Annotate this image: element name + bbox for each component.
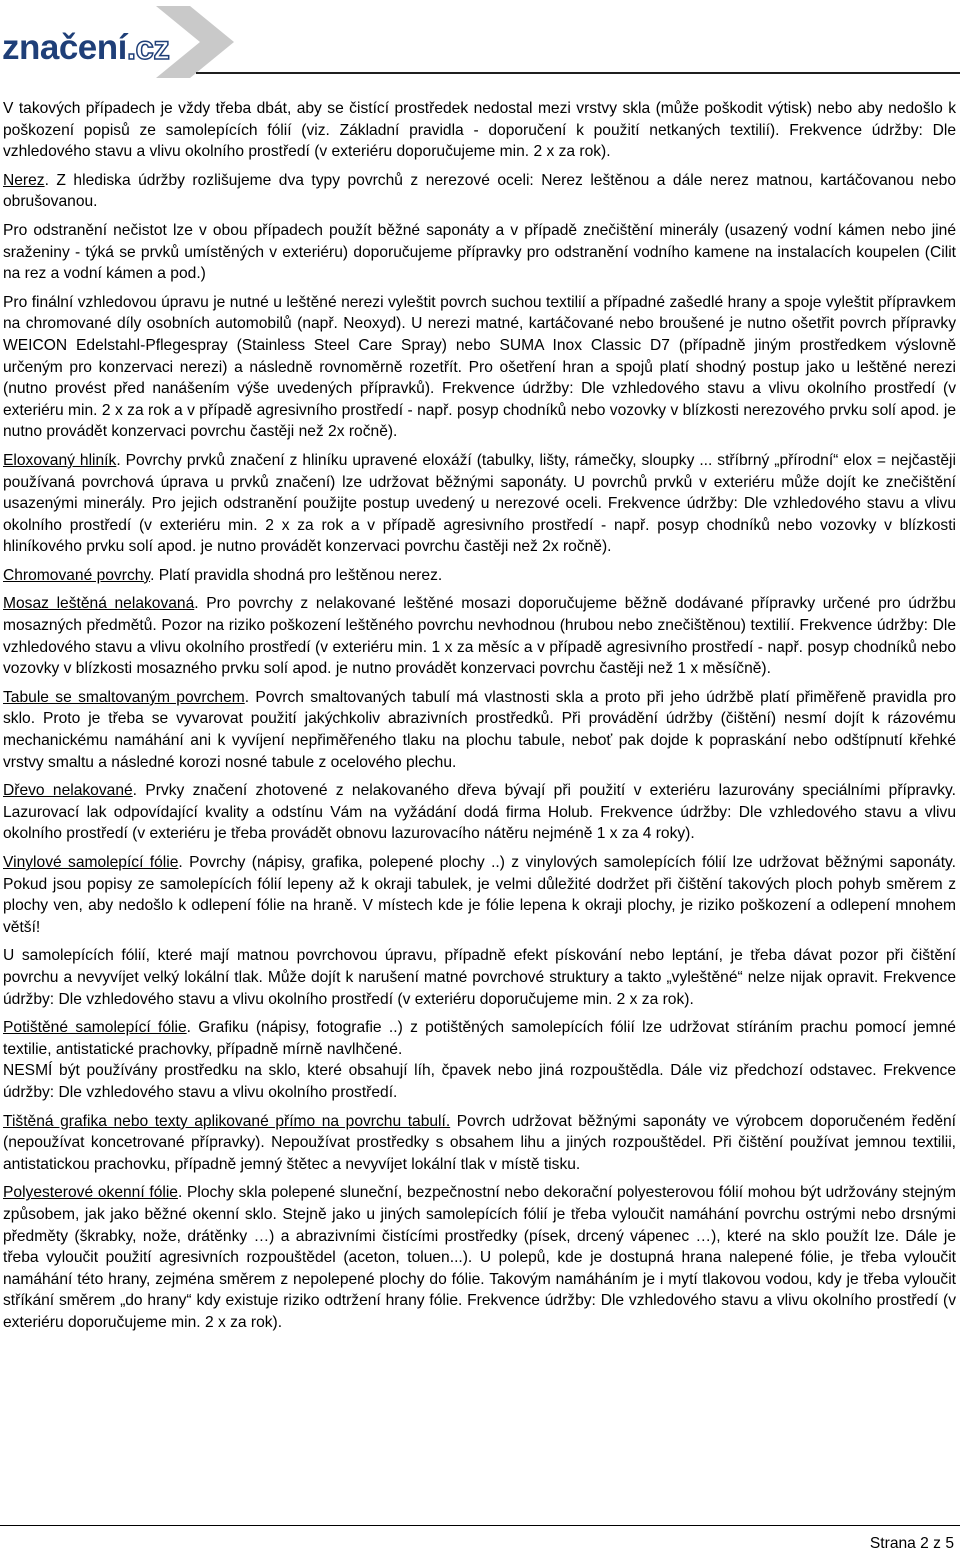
paragraph-text: . Plochy skla polepené sluneční, bezpečnostní nebo dekorační polyesterovou fólií mohou být udržovány stejným způsobem, jak jako běžné okenní sklo. Stejně jako u jiných samolepících fólií je třeba vyloučit namáhání povrchu ostrými nebo drsnými předměty (škrabky, nože, drátěnky …) a abrazivními čistícími prostředky (písek, drcený vápenec …), které na sklo použít lze. Dále je třeba vyloučit použití agresivních rozpouštědel (aceton, toluen...). U polepů, kde je dostupná hrana nalepené fólie, je třeba vyloučit namáhání této hrany, zejména směrem z nepolepené plochy do fólie. Takovým namáháním je i mytí tlakovou vodou, kdy je třeba vyloučit stříkání směrem „do hrany“ kdy existuje riziko odtržení hrany fólie. Frekvence údržby: Dle vzhledového stavu a vlivu okolního prostředí (v exteriéru doporučujeme min. 2 x za rok). bbox=[3, 1184, 957, 1331]
body-paragraph bbox=[3, 687, 956, 773]
document-body bbox=[3, 98, 956, 1340]
footer-rule bbox=[0, 1525, 960, 1526]
paragraph-text: . Prvky značení zhotovené z nelakovaného dřeva bývají při použití v exteriéru lazurovány speciálními přípravky. Lazurovací lak odpovídající kvality a odstínu Vám na vyžádání dodá firma Holub. Frekvence údržby: Dle vzhledového stavu a vlivu okolního prostředí (v exteriéru je třeba provádět obnovu lazurovacího nátěru nejméně 1 x za 4 roky). bbox=[3, 782, 956, 843]
paragraph-text: . Grafiku (nápisy, fotografie ..) z potištěných samolepících fólií lze udržovat stíráním prachu pomocí jemné textilie, antistatické prachovky, případně mírně navlhčené. bbox=[3, 1019, 956, 1058]
body-paragraph bbox=[3, 1017, 956, 1060]
body-paragraph bbox=[3, 98, 956, 163]
paragraph-text: . Povrchy (nápisy, grafika, polepené plochy ..) z vinylových samolepících fólií lze udržovat běžnými saponáty. Pokud jsou popisy ze samolepících fólií lepeny až k okraji tabulek, je velmi důležité dodržet při čištění takových ploch pohyb směrem z plochy ven, aby nedošlo k odlepení fólie na hraně. V místech kde je fólie lepena k okraji plochy, je riziko poškození a odlepení mnohem větší! bbox=[3, 854, 956, 936]
body-paragraph bbox=[3, 852, 956, 938]
section-heading: Tabule se smaltovaným povrchem bbox=[3, 688, 245, 706]
body-paragraph bbox=[3, 1182, 956, 1333]
body-paragraph bbox=[3, 292, 956, 443]
page-header bbox=[0, 0, 960, 80]
header-rule bbox=[196, 72, 960, 74]
body-paragraph bbox=[3, 1060, 956, 1103]
paragraph-text: U samolepících fólií, které mají matnou povrchovou úpravu, případně efekt pískování nebo leptání, je třeba dávat pozor při čištění povrchu a nevyvíjet velký lokální tlak. Může dojít k narušení matné povrchové struktury a takto „vyleštěné“ nelze nijak opravit. Frekvence údržby: Dle vzhledového stavu a vlivu okolního prostředí (v exteriéru doporučujeme min. 2 x za rok). bbox=[3, 947, 956, 1008]
section-heading: Chromované povrchy bbox=[3, 566, 151, 584]
logo-main-text: značení bbox=[2, 28, 127, 67]
paragraph-text: . Povrch smaltovaných tabulí má vlastnosti skla a proto při jeho údržbě platí přiměřeně pravidla pro sklo. Proto je třeba se vyvarovat použití jakýchkoliv abrazivních prostředků. Při provádění údržby (čištění) nesmí dojít k rázovému mechanickému namáhání ani k vyvíjení nepřiměřeného tlaku na plochu tabule, neboť pak dojde k popraskání nebo odštípnutí křehké vrstvy smaltu a následné korozi nosné tabule z ocelového plechu. bbox=[3, 688, 956, 771]
section-heading: Tištěná grafika nebo texty aplikované přímo na povrchu tabulí. bbox=[3, 1112, 451, 1130]
body-paragraph bbox=[3, 450, 956, 558]
paragraph-text: Povrch udržovat běžnými saponáty ve výrobcem doporučeném ředění (nepoužívat koncetrované přípravky). Nepoužívat prostředky s obsahem lihu a jiných rozpouštědel. Při čištění používat jemnou textilii, antistatickou prachovku, případně jemný štětec a nevyvíjet lokální tlak v místě tisku. bbox=[3, 1112, 956, 1173]
section-heading: Nerez bbox=[3, 171, 45, 189]
paragraph-text: . Platí pravidla shodná pro leštěnou nerez. bbox=[150, 566, 443, 584]
body-paragraph bbox=[3, 593, 956, 679]
paragraph-text: Pro odstranění nečistot lze v obou případech použít běžné saponáty a v případě znečištění minerály (usazený vodní kámen nebo jiné sraženiny - týká se prvků umístěných v exteriéru) doporučujeme přípravky pro odstranění vodního kamene na instalacích koupelen (Cilit na rez a vodní kámen a pod.) bbox=[3, 221, 956, 283]
body-paragraph bbox=[3, 780, 956, 845]
body-paragraph bbox=[3, 170, 956, 213]
body-paragraph bbox=[3, 1111, 956, 1176]
body-paragraph bbox=[3, 945, 956, 1010]
page-number: Strana 2 z 5 bbox=[869, 1535, 954, 1552]
section-heading: Mosaz leštěná nelakovaná bbox=[3, 595, 195, 613]
logo-tld-text: .cz bbox=[126, 29, 170, 66]
paragraph-text: . Povrchy prvků značení z hliníku upravené eloxáží (tabulky, lišty, rámečky, sloupky ... stříbrný „přírodní“ elox = nejčastěji používaná povrchová úprava u prvků značení) lze udržovat běžnými saponáty. U povrchů prvků v exteriéru může dojít ke znečištění usazenými minerály. Pro jejich odstranění použijte postup uvedený u nerezové oceli. Frekvence údržby: Dle vzhledového stavu a vlivu okolního prostředí (v exteriéru min. 2 x za rok a v případě agresivního prostředí - např. posyp chodníků nebo vozovky v blízkosti hliníkového prvku solí apod. je nutno provádět konzervaci povrchu častěji než 2x ročně). bbox=[3, 451, 956, 556]
section-heading: Eloxovaný hliník bbox=[3, 451, 117, 469]
body-paragraph bbox=[3, 565, 956, 587]
body-paragraph bbox=[3, 220, 956, 285]
paragraph-text: NESMÍ být používány prostředku na sklo, které obsahují líh, čpavek nebo jiná rozpouštědla. Dále viz předchozí odstavec. Frekvence údržby: Dle vzhledového stavu a vlivu okolního prostředí. bbox=[3, 1062, 956, 1101]
paragraph-text: . Pro povrchy z nelakované leštěné mosazi doporučujeme běžně dodávané přípravky určené pro údržbu mosazných předmětů. Pozor na riziko poškození leštěného povrchu nevhodnou (hrubou nebo znečištěnou) textilií. Frekvence údržby: Dle vzhledového stavu a vlivu okolního prostředí (v exteriéru min. 1 x za měsíc a v případě agresivního prostředí - např. posyp chodníků nebo vozovky v blízkosti mosazného prvku solí apod. je nutno provádět konzervaci povrchu častěji než 1 x měsíčně). bbox=[3, 595, 956, 678]
paragraph-text: V takových případech je vždy třeba dbát, aby se čistící prostředek nedostal mezi vrstvy skla (může poškodit výtisk) nebo aby nedošlo k poškození popisů ze samolepících fólií (viz. Základní pravidla - doporučení k použití netkaných textilií). Frekvence údržby: Dle vzhledového stavu a vlivu okolního prostředí (v exteriéru doporučujeme min. 2 x za rok). bbox=[3, 100, 956, 161]
znaceni-logo[interactable] bbox=[2, 18, 252, 76]
section-heading: Polyesterové okenní fólie bbox=[3, 1184, 178, 1202]
paragraph-text: . Z hlediska údržby rozlišujeme dva typy povrchů z nerezové oceli: Nerez leštěnou a dále nerez matnou, kartáčovanou nebo obrušovanou. bbox=[3, 171, 956, 211]
section-heading: Potištěné samolepící fólie bbox=[3, 1019, 187, 1037]
paragraph-text: Pro finální vzhledovou úpravu je nutné u leštěné nerezi vyleštit povrch suchou textilií a případné zašedlé hrany a spoje vyleštit přípravkem na chromované díly osobních automobilů (např. Neoxyd). U nerezi matné, kartáčované nebo broušené je nutno ošetřit povrch přípravky WEICON Edelstahl-Pflegespray (Stainless Steel Care Spray) nebo SUMA Inox Classic D7 (případně jiným prostředkem výslovně určeným pro konzervaci nerezi) a následně rovnoměrně rozetřít. Pro ošetření hran a spojů platí shodný postup jako u leštěné nerezi (nutno provést před nanášením výše uvedených přípravků). Frekvence údržby: Dle vzhledového stavu a vlivu okolního prostředí (v exteriéru min. 2 x za rok a v případě agresivního prostředí - např. posyp chodníků nebo vozovky v blízkosti nerezového prvku solí apod. je nutno provádět konzervaci povrchu častěji než 2x ročně). bbox=[3, 293, 956, 441]
logo-wordmark bbox=[2, 28, 169, 68]
section-heading: Dřevo nelakované bbox=[3, 782, 133, 800]
section-heading: Vinylové samolepící fólie bbox=[3, 854, 179, 871]
